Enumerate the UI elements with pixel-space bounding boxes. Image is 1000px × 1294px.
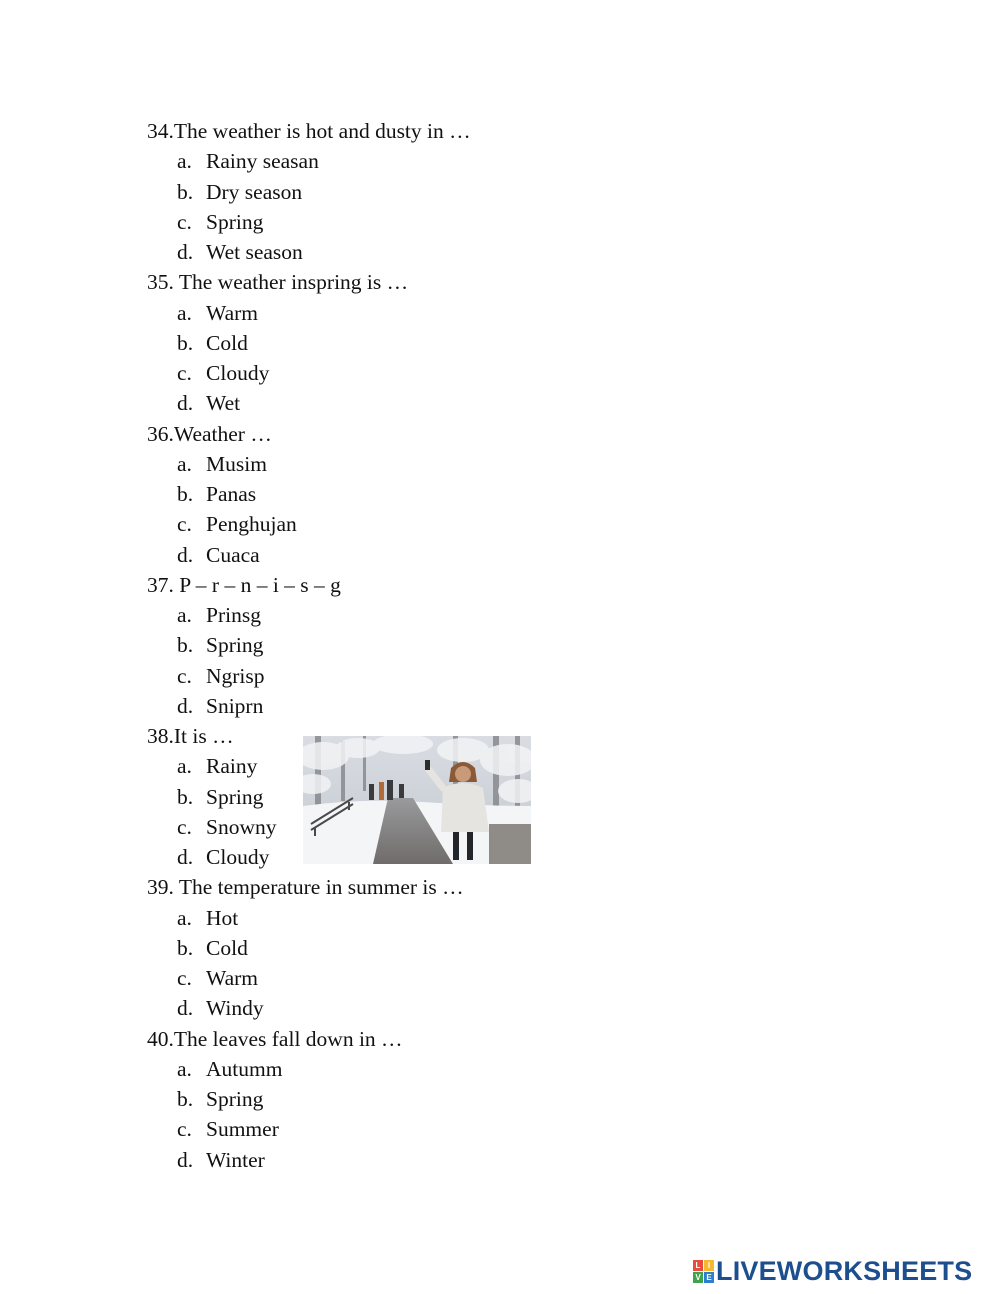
option-text: Rainy <box>206 754 258 779</box>
answer-option[interactable] <box>177 1056 282 1082</box>
option-text: Spring <box>206 784 264 809</box>
option-text: Hot <box>206 905 239 930</box>
answer-option[interactable] <box>177 1147 265 1173</box>
option-letter: d. <box>177 240 194 264</box>
snowy-park-photo <box>303 736 531 864</box>
option-text: Wet season <box>206 240 303 264</box>
option-text: Sniprn <box>206 693 264 718</box>
option-text: Windy <box>206 996 264 1021</box>
option-text: Spring <box>206 209 264 234</box>
option-letter: a. <box>177 300 192 325</box>
option-text: Panas <box>206 482 257 506</box>
logo-mark-letter: I <box>704 1260 714 1271</box>
option-letter: c. <box>177 1117 192 1142</box>
option-text: Cold <box>206 330 248 355</box>
option-text: Cold <box>206 935 248 960</box>
liveworksheets-logo <box>693 1256 972 1286</box>
answer-option[interactable] <box>177 995 264 1021</box>
answer-option[interactable] <box>177 844 269 870</box>
answer-option[interactable] <box>177 693 263 719</box>
option-letter: a. <box>177 451 192 476</box>
answer-option[interactable] <box>177 602 261 628</box>
answer-option[interactable] <box>177 542 260 568</box>
option-letter: d. <box>177 845 194 869</box>
question-39: 39. The temperature in summer is … <box>147 875 464 900</box>
option-letter: c. <box>177 814 192 839</box>
answer-option[interactable] <box>177 1116 279 1142</box>
option-text: Snowny <box>206 814 277 839</box>
option-text: Dry season <box>206 179 303 204</box>
answer-option[interactable] <box>177 451 267 477</box>
answer-option[interactable] <box>177 1086 263 1112</box>
logo-mark-letter: V <box>693 1272 703 1283</box>
question-38: 38.It is … <box>147 724 234 748</box>
option-text: Ngrisp <box>206 663 265 688</box>
option-letter: b. <box>177 179 194 204</box>
option-text: Cuaca <box>206 542 260 567</box>
option-letter: d. <box>177 693 194 718</box>
option-text: Summer <box>206 1117 279 1142</box>
answer-option[interactable] <box>177 814 276 840</box>
option-text: Winter <box>206 1147 265 1172</box>
option-letter: a. <box>177 1056 192 1081</box>
option-text: Wet <box>206 391 241 416</box>
answer-option[interactable] <box>177 300 258 326</box>
answer-option[interactable] <box>177 481 256 507</box>
answer-option[interactable] <box>177 753 257 779</box>
option-text: Rainy seasan <box>206 149 319 174</box>
option-letter: a. <box>177 149 192 174</box>
option-letter: a. <box>177 905 192 930</box>
logo-wordmark: LIVEWORKSHEETS <box>716 1255 973 1286</box>
answer-option[interactable] <box>177 965 258 991</box>
option-letter: b. <box>177 935 194 960</box>
option-letter: c. <box>177 966 192 990</box>
answer-option[interactable] <box>177 239 303 265</box>
question-35: 35. The weather inspring is … <box>147 270 409 295</box>
option-text: Warm <box>206 966 258 990</box>
answer-option[interactable] <box>177 663 265 689</box>
answer-option[interactable] <box>177 511 297 537</box>
option-text: Prinsg <box>206 603 261 627</box>
answer-option[interactable] <box>177 330 248 356</box>
answer-option[interactable] <box>177 360 269 386</box>
answer-option[interactable] <box>177 632 263 658</box>
option-text: Musim <box>206 451 267 476</box>
liveworksheets-mark-icon <box>693 1260 713 1282</box>
option-letter: b. <box>177 1087 194 1111</box>
answer-option[interactable] <box>177 784 263 810</box>
option-text: Warm <box>206 300 258 325</box>
answer-option[interactable] <box>177 148 319 174</box>
option-letter: c. <box>177 512 192 537</box>
option-letter: b. <box>177 784 194 809</box>
option-text: Spring <box>206 633 264 658</box>
question-36: 36.Weather … <box>147 421 272 446</box>
option-letter: d. <box>177 542 194 567</box>
answer-option[interactable] <box>177 935 248 961</box>
option-letter: a. <box>177 754 192 779</box>
option-letter: c. <box>177 361 192 385</box>
option-text: Penghujan <box>206 512 297 537</box>
option-text: Autumm <box>206 1056 283 1081</box>
logo-mark-letter: L <box>693 1260 703 1271</box>
option-letter: c. <box>177 209 192 234</box>
option-text: Cloudy <box>206 845 270 869</box>
snowy-park-selfie-photo-icon <box>303 736 531 864</box>
answer-option[interactable] <box>177 905 238 931</box>
option-letter: d. <box>177 391 194 416</box>
option-letter: b. <box>177 482 194 506</box>
option-letter: d. <box>177 1147 194 1172</box>
answer-option[interactable] <box>177 179 302 205</box>
option-text: Cloudy <box>206 361 270 385</box>
option-letter: d. <box>177 996 194 1021</box>
option-letter: b. <box>177 330 194 355</box>
option-text: Spring <box>206 1087 264 1111</box>
option-letter: a. <box>177 603 192 627</box>
option-letter: b. <box>177 633 194 658</box>
logo-mark-letter: E <box>704 1272 714 1283</box>
question-40: 40.The leaves fall down in … <box>147 1026 403 1051</box>
answer-option[interactable] <box>177 209 263 235</box>
answer-option[interactable] <box>177 390 240 416</box>
option-letter: c. <box>177 663 192 688</box>
question-37: 37. P – r – n – i – s – g <box>147 572 341 597</box>
question-34: 34.The weather is hot and dusty in … <box>147 119 471 143</box>
